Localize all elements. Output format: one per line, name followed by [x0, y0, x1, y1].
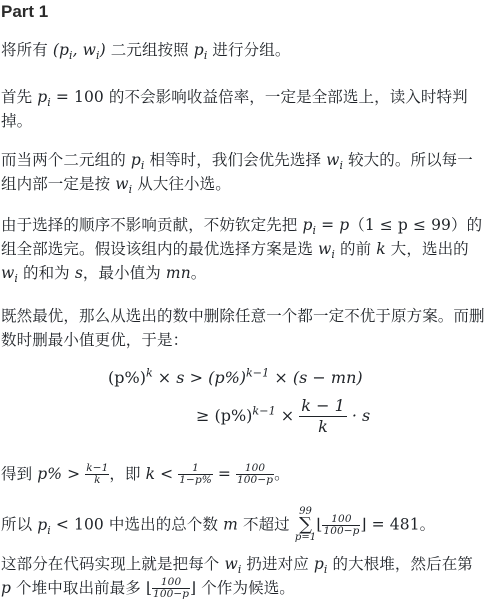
- paragraph-result: 得到 p% > $\frac{k-1}{k}$ ，即 k < $\frac{1}{1-p\%}$ = $\frac{100}{100-p}$ 。: [1, 462, 290, 486]
- paragraph-p100: 首先 $p_i = 100$ 的不会影响收益倍率，一定是全部选上，读入时特判掉。: [1, 88, 468, 130]
- paragraph-total-count: 所以 $p_i < 100$ 中选出的总个数 m 不超过 99 ∑ p=1 ⌊ $\frac{100}{100-p}$ ⌋ = 481。: [1, 506, 436, 543]
- paragraph-grouping: 将所有 ($p_i$, $w_i$) 二元组按照 $p_i$ 进行分组。: [1, 41, 291, 63]
- paragraph-assume: 由于选择的顺序不影响贡献，不妨钦定先把 $p_i = p(1 \le p \le 99)$的组全部选完。假设该组内的最优选择方案是选 $w_i$ 的前 k 大，选出的 $w_i$ 的和为 s，最小值为 mn。: [1, 216, 483, 286]
- section-title: Part 1: [1, 2, 49, 21]
- paragraph-optimal: 既然最优，那么从选出的数中删除任意一个都一定不优于原方案。而删数时删最小值更优，于是：: [1, 307, 485, 349]
- inequality-line-2: ≥ $(p\%)^{k-1}$ × $\frac{k - 1}{k}$ · s: [196, 396, 371, 436]
- paragraph-implementation: 这部分在代码实现上就是把每个 $w_i$ 扔进对应 $p_i$ 的大根堆，然后在第 p 个堆中取出前最多 ⌊ $\frac{100}{100-p}$ ⌋ 个作为候选。: [1, 555, 473, 600]
- inequality-block: [0, 368, 489, 448]
- fraction-k-minus-1-over-k: $\frac{k - 1}{k}$: [301, 396, 345, 436]
- paragraph-equal-p: 而当两个二元组的 $p_i$ 相等时，我们会优先选择 $w_i$ 较大的。所以每一组内部一定是按 $w_i$ 从大往小选。: [1, 151, 473, 197]
- inequality-line-1: $(p\%)^k \times s > (p\%)^{k-1} \times (s - mn)$: [108, 366, 363, 387]
- summation-symbol: 99 ∑ p=1: [294, 506, 317, 543]
